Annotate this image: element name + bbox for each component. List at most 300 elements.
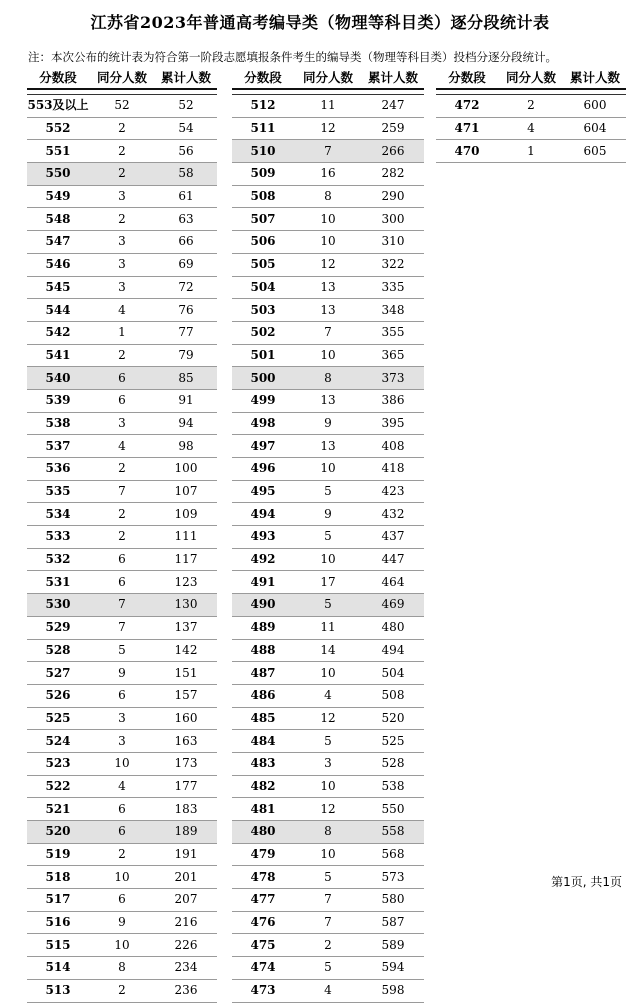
cumulative-cell: 365 (362, 344, 424, 367)
cumulative-cell: 290 (362, 185, 424, 208)
same-count-cell: 8 (294, 367, 362, 390)
score-cell: 484 (232, 730, 294, 753)
table-row (232, 889, 424, 912)
table-row (27, 957, 217, 980)
score-cell: 545 (27, 276, 89, 299)
score-cell: 553及以上 (27, 95, 89, 118)
same-count-cell: 13 (294, 435, 362, 458)
score-cell: 518 (27, 866, 89, 889)
same-count-cell: 3 (89, 253, 155, 276)
cumulative-cell: 600 (564, 95, 626, 118)
table-row (232, 299, 424, 322)
cumulative-cell: 79 (155, 344, 217, 367)
score-cell: 522 (27, 775, 89, 798)
score-cell: 552 (27, 117, 89, 140)
cumulative-cell: 573 (362, 866, 424, 889)
same-count-cell: 5 (294, 957, 362, 980)
table-row (27, 752, 217, 775)
score-cell: 503 (232, 299, 294, 322)
score-cell: 475 (232, 934, 294, 957)
table-row (232, 843, 424, 866)
cumulative-cell: 201 (155, 866, 217, 889)
table-row (232, 526, 424, 549)
score-cell: 524 (27, 730, 89, 753)
score-table (232, 94, 424, 1003)
cumulative-cell: 54 (155, 117, 217, 140)
score-cell: 497 (232, 435, 294, 458)
score-cell: 487 (232, 662, 294, 685)
cumulative-cell: 173 (155, 752, 217, 775)
score-cell: 547 (27, 231, 89, 254)
cumulative-cell: 77 (155, 321, 217, 344)
same-count-cell: 6 (89, 684, 155, 707)
same-count-cell: 7 (89, 594, 155, 617)
cumulative-cell: 494 (362, 639, 424, 662)
cumulative-cell: 437 (362, 526, 424, 549)
score-cell: 535 (27, 480, 89, 503)
same-count-cell: 5 (294, 526, 362, 549)
score-cell: 550 (27, 163, 89, 186)
same-count-cell: 6 (89, 821, 155, 844)
same-count-cell: 4 (294, 684, 362, 707)
cumulative-cell: 63 (155, 208, 217, 231)
same-count-cell: 10 (89, 752, 155, 775)
table-row (232, 866, 424, 889)
same-count-cell: 7 (294, 321, 362, 344)
same-count-cell: 2 (498, 95, 564, 118)
cumulative-cell: 558 (362, 821, 424, 844)
table-row (27, 412, 217, 435)
same-count-cell: 9 (294, 412, 362, 435)
page-title: 江苏省2023年普通高考编导类（物理等科目类）逐分段统计表 (90, 13, 550, 32)
cumulative-cell: 191 (155, 843, 217, 866)
table-row (232, 95, 424, 118)
score-cell: 536 (27, 458, 89, 481)
table-row (27, 730, 217, 753)
same-count-cell: 6 (89, 367, 155, 390)
same-count-cell: 7 (89, 480, 155, 503)
column-header (232, 68, 424, 90)
cumulative-cell: 259 (362, 117, 424, 140)
table-column-3 (436, 68, 626, 163)
score-cell: 526 (27, 684, 89, 707)
same-count-cell: 2 (89, 843, 155, 866)
cumulative-cell: 322 (362, 253, 424, 276)
table-column-1 (27, 68, 217, 1003)
table-row (27, 798, 217, 821)
table-row (232, 321, 424, 344)
table-row (232, 344, 424, 367)
table-row (232, 662, 424, 685)
cumulative-cell: 58 (155, 163, 217, 186)
score-cell: 531 (27, 571, 89, 594)
same-count-cell: 3 (89, 231, 155, 254)
score-cell: 505 (232, 253, 294, 276)
cumulative-cell: 480 (362, 616, 424, 639)
score-cell: 472 (436, 95, 498, 118)
score-cell: 510 (232, 140, 294, 163)
score-cell: 527 (27, 662, 89, 685)
table-row (232, 367, 424, 390)
score-cell: 515 (27, 934, 89, 957)
table-row (27, 389, 217, 412)
page-footer: 第1页, 共1页 (551, 875, 622, 889)
cumulative-cell: 594 (362, 957, 424, 980)
table-row (27, 843, 217, 866)
cumulative-cell: 117 (155, 548, 217, 571)
header-score: 分数段 (39, 70, 77, 85)
same-count-cell: 4 (294, 979, 362, 1002)
same-count-cell: 2 (89, 117, 155, 140)
same-count-cell: 8 (89, 957, 155, 980)
table-row (232, 752, 424, 775)
cumulative-cell: 111 (155, 526, 217, 549)
cumulative-cell: 157 (155, 684, 217, 707)
same-count-cell: 14 (294, 639, 362, 662)
score-cell: 479 (232, 843, 294, 866)
cumulative-cell: 183 (155, 798, 217, 821)
same-count-cell: 10 (294, 344, 362, 367)
score-cell: 539 (27, 389, 89, 412)
same-count-cell: 4 (89, 299, 155, 322)
cumulative-cell: 207 (155, 889, 217, 912)
header-same-count: 同分人数 (302, 70, 353, 85)
cumulative-cell: 56 (155, 140, 217, 163)
same-count-cell: 5 (294, 866, 362, 889)
score-cell: 486 (232, 684, 294, 707)
score-cell: 548 (27, 208, 89, 231)
same-count-cell: 2 (89, 526, 155, 549)
table-row (27, 299, 217, 322)
same-count-cell: 7 (294, 889, 362, 912)
same-count-cell: 7 (294, 140, 362, 163)
cumulative-cell: 109 (155, 503, 217, 526)
table-row (232, 957, 424, 980)
cumulative-cell: 61 (155, 185, 217, 208)
table-row (27, 889, 217, 912)
table-row (232, 594, 424, 617)
score-cell: 495 (232, 480, 294, 503)
cumulative-cell: 160 (155, 707, 217, 730)
score-cell: 529 (27, 616, 89, 639)
same-count-cell: 10 (294, 208, 362, 231)
cumulative-cell: 447 (362, 548, 424, 571)
table-row (232, 821, 424, 844)
score-cell: 511 (232, 117, 294, 140)
header-cumulative: 累计人数 (367, 70, 418, 85)
same-count-cell: 5 (294, 730, 362, 753)
score-cell: 478 (232, 866, 294, 889)
same-count-cell: 3 (294, 752, 362, 775)
same-count-cell: 1 (498, 140, 564, 163)
same-count-cell: 12 (294, 117, 362, 140)
table-row (27, 684, 217, 707)
table-row (232, 979, 424, 1002)
score-cell: 473 (232, 979, 294, 1002)
score-cell: 482 (232, 775, 294, 798)
same-count-cell: 2 (89, 979, 155, 1002)
cumulative-cell: 94 (155, 412, 217, 435)
score-cell: 494 (232, 503, 294, 526)
score-cell: 474 (232, 957, 294, 980)
cumulative-cell: 604 (564, 117, 626, 140)
table-row (27, 934, 217, 957)
score-cell: 504 (232, 276, 294, 299)
table-row (27, 821, 217, 844)
same-count-cell: 8 (294, 821, 362, 844)
cumulative-cell: 508 (362, 684, 424, 707)
table-row (27, 775, 217, 798)
column-header (436, 68, 626, 90)
cumulative-cell: 91 (155, 389, 217, 412)
cumulative-cell: 568 (362, 843, 424, 866)
cumulative-cell: 236 (155, 979, 217, 1002)
table-row (232, 185, 424, 208)
table-row (27, 344, 217, 367)
cumulative-cell: 123 (155, 571, 217, 594)
same-count-cell: 12 (294, 798, 362, 821)
score-cell: 492 (232, 548, 294, 571)
table-row (232, 616, 424, 639)
header-cumulative: 累计人数 (569, 70, 620, 85)
same-count-cell: 2 (294, 934, 362, 957)
table-row (27, 616, 217, 639)
same-count-cell: 11 (294, 616, 362, 639)
cumulative-cell: 130 (155, 594, 217, 617)
cumulative-cell: 418 (362, 458, 424, 481)
table-row (27, 276, 217, 299)
same-count-cell: 6 (89, 798, 155, 821)
header-same-count: 同分人数 (96, 70, 147, 85)
score-table (436, 94, 626, 163)
cumulative-cell: 52 (155, 95, 217, 118)
table-row (27, 571, 217, 594)
same-count-cell: 17 (294, 571, 362, 594)
cumulative-cell: 432 (362, 503, 424, 526)
score-cell: 499 (232, 389, 294, 412)
table-row (232, 639, 424, 662)
score-cell: 477 (232, 889, 294, 912)
table-row (232, 435, 424, 458)
same-count-cell: 10 (89, 866, 155, 889)
score-cell: 512 (232, 95, 294, 118)
table-row (27, 95, 217, 118)
cumulative-cell: 107 (155, 480, 217, 503)
cumulative-cell: 580 (362, 889, 424, 912)
cumulative-cell: 423 (362, 480, 424, 503)
score-cell: 530 (27, 594, 89, 617)
same-count-cell: 7 (89, 616, 155, 639)
table-row (232, 458, 424, 481)
header-score: 分数段 (448, 70, 486, 85)
table-row (232, 798, 424, 821)
table-row (232, 276, 424, 299)
cumulative-cell: 142 (155, 639, 217, 662)
score-cell: 502 (232, 321, 294, 344)
same-count-cell: 16 (294, 163, 362, 186)
same-count-cell: 6 (89, 571, 155, 594)
table-row (232, 480, 424, 503)
score-cell: 485 (232, 707, 294, 730)
score-cell: 483 (232, 752, 294, 775)
header-cumulative: 累计人数 (160, 70, 211, 85)
score-cell: 509 (232, 163, 294, 186)
table-row (232, 503, 424, 526)
cumulative-cell: 300 (362, 208, 424, 231)
score-cell: 540 (27, 367, 89, 390)
same-count-cell: 3 (89, 185, 155, 208)
score-cell: 481 (232, 798, 294, 821)
table-row (27, 163, 217, 186)
same-count-cell: 7 (294, 911, 362, 934)
table-row (27, 435, 217, 458)
same-count-cell: 6 (89, 889, 155, 912)
same-count-cell: 1 (89, 321, 155, 344)
cumulative-cell: 85 (155, 367, 217, 390)
cumulative-cell: 373 (362, 367, 424, 390)
score-cell: 533 (27, 526, 89, 549)
cumulative-cell: 469 (362, 594, 424, 617)
table-row (27, 979, 217, 1002)
table-row (27, 140, 217, 163)
same-count-cell: 2 (89, 458, 155, 481)
cumulative-cell: 226 (155, 934, 217, 957)
score-cell: 500 (232, 367, 294, 390)
table-row (27, 548, 217, 571)
table-row (27, 458, 217, 481)
same-count-cell: 5 (89, 639, 155, 662)
same-count-cell: 10 (294, 231, 362, 254)
cumulative-cell: 189 (155, 821, 217, 844)
same-count-cell: 13 (294, 276, 362, 299)
same-count-cell: 12 (294, 707, 362, 730)
cumulative-cell: 98 (155, 435, 217, 458)
score-cell: 523 (27, 752, 89, 775)
score-cell: 546 (27, 253, 89, 276)
score-cell: 519 (27, 843, 89, 866)
same-count-cell: 10 (294, 775, 362, 798)
same-count-cell: 9 (294, 503, 362, 526)
cumulative-cell: 266 (362, 140, 424, 163)
score-cell: 514 (27, 957, 89, 980)
same-count-cell: 10 (294, 458, 362, 481)
same-count-cell: 9 (89, 911, 155, 934)
cumulative-cell: 247 (362, 95, 424, 118)
table-row (232, 684, 424, 707)
cumulative-cell: 408 (362, 435, 424, 458)
table-row (436, 95, 626, 118)
table-row (232, 707, 424, 730)
table-row (27, 253, 217, 276)
score-table (27, 94, 217, 1003)
same-count-cell: 2 (89, 163, 155, 186)
table-row (232, 253, 424, 276)
same-count-cell: 10 (294, 548, 362, 571)
same-count-cell: 4 (89, 775, 155, 798)
cumulative-cell: 605 (564, 140, 626, 163)
cumulative-cell: 216 (155, 911, 217, 934)
score-cell: 490 (232, 594, 294, 617)
table-row (27, 117, 217, 140)
cumulative-cell: 335 (362, 276, 424, 299)
score-cell: 508 (232, 185, 294, 208)
cumulative-cell: 310 (362, 231, 424, 254)
same-count-cell: 6 (89, 389, 155, 412)
score-cell: 493 (232, 526, 294, 549)
cumulative-cell: 386 (362, 389, 424, 412)
score-cell: 537 (27, 435, 89, 458)
table-row (232, 730, 424, 753)
cumulative-cell: 395 (362, 412, 424, 435)
score-cell: 476 (232, 911, 294, 934)
cumulative-cell: 355 (362, 321, 424, 344)
table-row (27, 594, 217, 617)
score-cell: 491 (232, 571, 294, 594)
same-count-cell: 3 (89, 276, 155, 299)
cumulative-cell: 100 (155, 458, 217, 481)
score-cell: 501 (232, 344, 294, 367)
cumulative-cell: 151 (155, 662, 217, 685)
table-row (232, 911, 424, 934)
table-row (27, 911, 217, 934)
same-count-cell: 2 (89, 503, 155, 526)
score-cell: 544 (27, 299, 89, 322)
same-count-cell: 2 (89, 208, 155, 231)
score-cell: 516 (27, 911, 89, 934)
score-cell: 488 (232, 639, 294, 662)
same-count-cell: 13 (294, 389, 362, 412)
same-count-cell: 13 (294, 299, 362, 322)
table-row (27, 503, 217, 526)
same-count-cell: 52 (89, 95, 155, 118)
table-row (232, 163, 424, 186)
cumulative-cell: 550 (362, 798, 424, 821)
same-count-cell: 6 (89, 548, 155, 571)
same-count-cell: 3 (89, 730, 155, 753)
score-cell: 496 (232, 458, 294, 481)
same-count-cell: 10 (294, 843, 362, 866)
cumulative-cell: 587 (362, 911, 424, 934)
cumulative-cell: 464 (362, 571, 424, 594)
cumulative-cell: 504 (362, 662, 424, 685)
table-row (27, 866, 217, 889)
table-note: 注：本次公布的统计表为符合第一阶段志愿填报条件考生的编导类（物理等科目类）投档分逐分段统计。 (28, 50, 557, 64)
table-row (436, 117, 626, 140)
same-count-cell: 9 (89, 662, 155, 685)
score-cell: 470 (436, 140, 498, 163)
same-count-cell: 12 (294, 253, 362, 276)
cumulative-cell: 66 (155, 231, 217, 254)
score-cell: 520 (27, 821, 89, 844)
cumulative-cell: 598 (362, 979, 424, 1002)
table-row (436, 140, 626, 163)
column-header (27, 68, 217, 90)
table-row (232, 548, 424, 571)
cumulative-cell: 538 (362, 775, 424, 798)
same-count-cell: 4 (498, 117, 564, 140)
table-row (27, 662, 217, 685)
score-cell: 541 (27, 344, 89, 367)
same-count-cell: 10 (294, 662, 362, 685)
same-count-cell: 2 (89, 140, 155, 163)
same-count-cell: 11 (294, 95, 362, 118)
cumulative-cell: 528 (362, 752, 424, 775)
score-cell: 521 (27, 798, 89, 821)
score-cell: 498 (232, 412, 294, 435)
score-cell: 507 (232, 208, 294, 231)
score-cell: 517 (27, 889, 89, 912)
table-row (27, 480, 217, 503)
